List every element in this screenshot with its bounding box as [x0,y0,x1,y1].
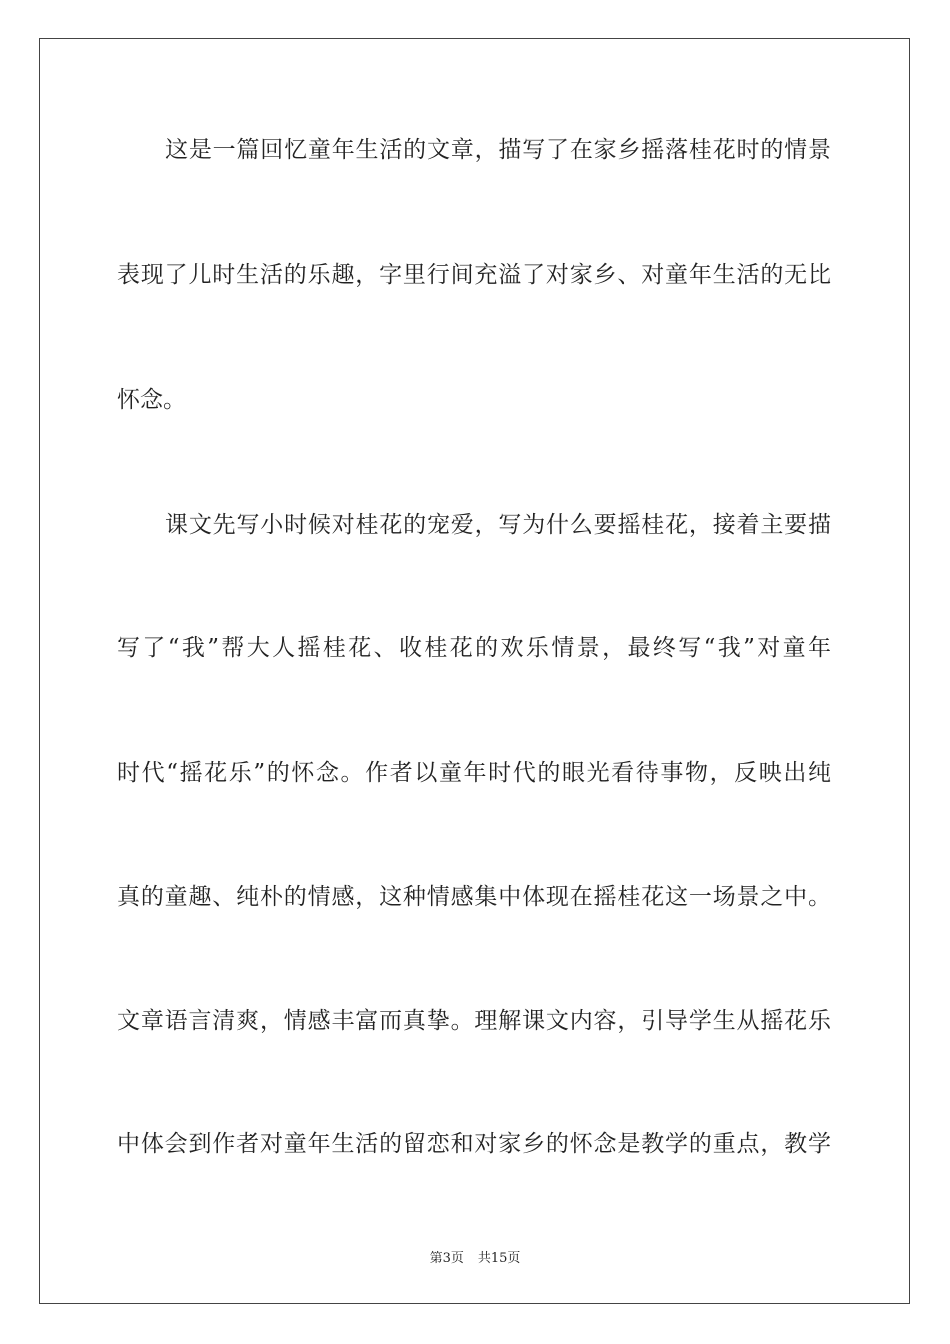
page-border [39,38,910,1304]
page-total: 共15页 [477,1251,521,1266]
paragraph-2-line-4: 真的童趣、纯朴的情感，这种情感集中体现在摇桂花这一场景之中。 [117,884,831,910]
page-number: 第3页 [429,1251,464,1266]
paragraph-2-line-3: 时代“摇花乐”的怀念。作者以童年时代的眼光看待事物，反映出纯 [117,760,831,786]
paragraph-2-line-1: 课文先写小时候对桂花的宠爱，写为什么要摇桂花，接着主要描 [165,512,831,538]
paragraph-2-line-2: 写了“我”帮大人摇桂花、收桂花的欢乐情景，最终写“我”对童年 [117,635,831,661]
paragraph-2-line-6: 中体会到作者对童年生活的留恋和对家乡的怀念是教学的重点，教学 [117,1131,831,1157]
paragraph-1-line-3: 怀念。 [117,387,186,413]
page-footer [0,1247,950,1266]
paragraph-2-line-5: 文章语言清爽，情感丰富而真挚。理解课文内容，引导学生从摇花乐 [117,1008,831,1034]
paragraph-1-line-2: 表现了儿时生活的乐趣，字里行间充溢了对家乡、对童年生活的无比 [117,262,831,288]
paragraph-1-line-1: 这是一篇回忆童年生活的文章，描写了在家乡摇落桂花时的情景 [165,137,831,163]
